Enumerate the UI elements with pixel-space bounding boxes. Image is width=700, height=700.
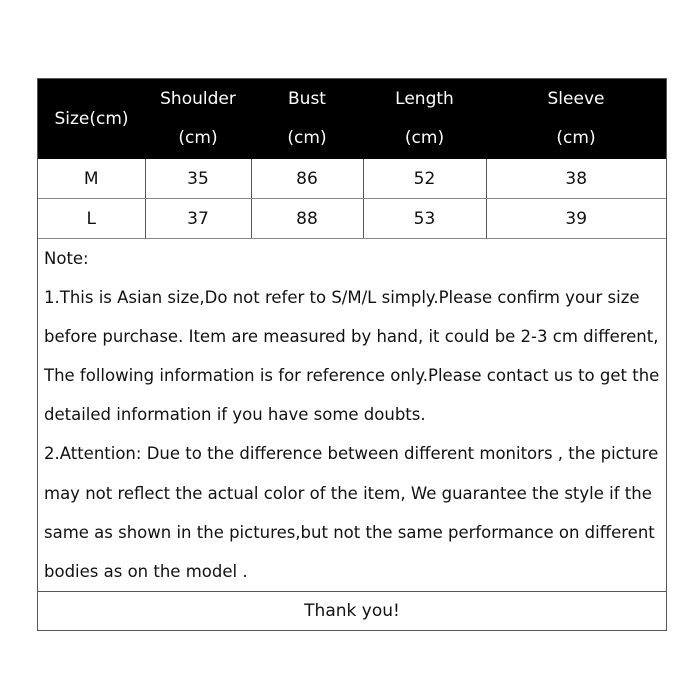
column-header-name: Length (395, 89, 454, 109)
sleeve-cell: 39 (486, 199, 666, 239)
note-heading: Note: (44, 249, 89, 268)
column-header-name: Shoulder (160, 89, 236, 109)
note-line: same as shown in the pictures,but not the same performance on different (44, 522, 655, 542)
size-cell: L (38, 199, 145, 239)
column-header-unit: (cm) (556, 128, 596, 148)
length-cell: 52 (363, 159, 486, 199)
length-cell: 53 (363, 199, 486, 239)
note-line: may not reflect the actual color of the item, We guarantee the style if the (44, 483, 652, 503)
size-table (38, 79, 666, 239)
column-header-name: Bust (288, 89, 326, 109)
note-block (38, 239, 666, 592)
table-header-row (38, 79, 666, 159)
note-line: before purchase. Item are measured by hand, it could be 2-3 cm different, (44, 327, 659, 347)
sleeve-cell: 38 (486, 159, 666, 199)
column-header-unit: (cm) (178, 128, 218, 148)
shoulder-cell: 35 (145, 159, 251, 199)
table-row (38, 199, 666, 239)
note-line: The following information is for reference only.Please contact us to get the (44, 366, 660, 386)
note-line: 1.This is Asian size,Do not refer to S/M/L simply.Please confirm your size (44, 288, 640, 308)
thank-you-message: Thank you! (304, 600, 400, 621)
bust-cell: 86 (251, 159, 363, 199)
size-column-header: Size(cm) (54, 109, 129, 129)
note-line: detailed information if you have some doubts. (44, 405, 426, 425)
size-chart (37, 78, 667, 631)
note-line: bodies as on the model . (44, 561, 248, 581)
sleeve-column-header (486, 79, 666, 159)
note-line: 2.Attention: Due to the difference between different monitors , the picture (44, 444, 659, 464)
size-cell: M (38, 159, 145, 199)
shoulder-column-header (145, 79, 251, 159)
length-column-header (363, 79, 486, 159)
bust-cell: 88 (251, 199, 363, 239)
table-row (38, 159, 666, 199)
shoulder-cell: 37 (145, 199, 251, 239)
column-header-name: Sleeve (547, 89, 605, 109)
bust-column-header (251, 79, 363, 159)
column-header-unit: (cm) (287, 128, 327, 148)
column-header-unit: (cm) (404, 128, 445, 148)
